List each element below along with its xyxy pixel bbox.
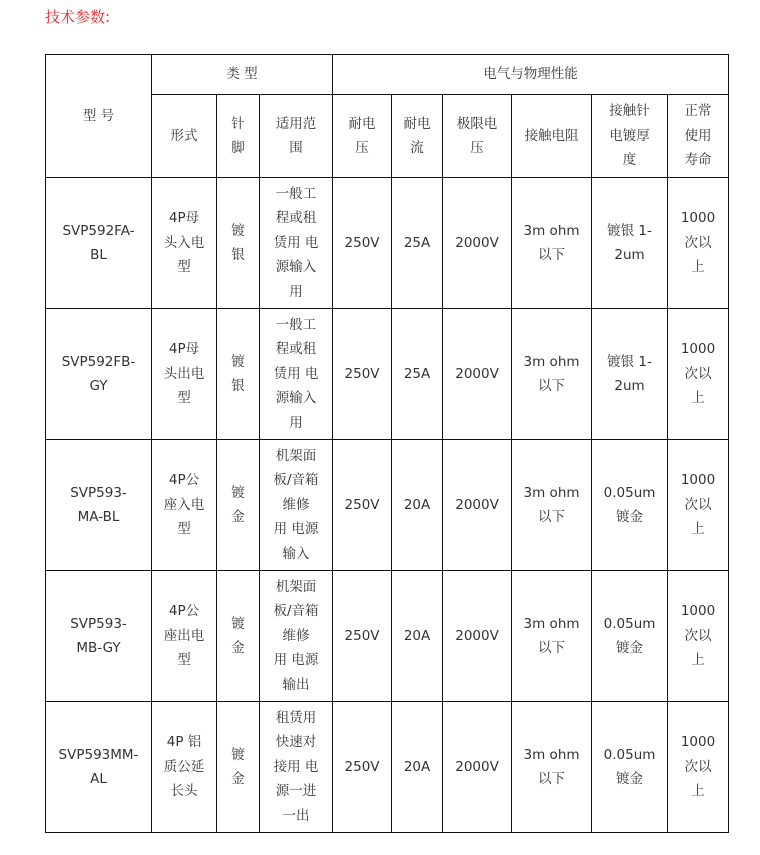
cell-line: 20A [403,627,431,644]
cell-line: 头入电 [163,234,205,251]
header-line: 适用范 [275,115,317,132]
cell-line: 镀 [231,615,245,632]
cell-line: 一出 [282,807,310,824]
cell-line: 次以 [684,234,712,251]
cell-form [152,571,217,702]
cell-line: 次以 [684,627,712,644]
cell-line: SVP593MM- [58,746,139,763]
header-pin [217,95,260,178]
header-line: 压 [470,140,484,156]
cell-model [46,309,152,440]
cell-line: 上 [691,259,705,276]
header-line: 使用 [684,127,712,144]
cell-form [152,702,217,833]
table-row [46,440,729,571]
cell-line: 镀 [231,484,245,501]
cell-line: 镀金 [616,509,644,525]
cell-limit-voltage [443,309,512,440]
header-lifespan [668,95,729,178]
cell-line: 次以 [684,496,712,513]
cell-contact-resistance [512,702,592,833]
cell-line: 程或租 [275,341,317,358]
cell-line: 机架面 [275,447,317,464]
cell-withstand-current [392,178,443,309]
header-line: 电镀厚 [609,127,650,144]
cell-withstand-voltage [333,702,392,833]
cell-line: 1000 [680,472,716,489]
cell-line: 3m ohm [523,746,580,763]
cell-withstand-voltage [333,309,392,440]
table-row [46,178,729,309]
header-line: 流 [410,140,424,156]
cell-line: 250V [344,496,380,513]
cell-line: 上 [691,783,705,800]
cell-line: SVP592FA- [62,222,135,239]
cell-limit-voltage [443,440,512,571]
cell-scope [260,571,333,702]
cell-line: 型 [177,521,191,538]
table-row [46,309,729,440]
cell-line: 质公延 [163,758,205,775]
cell-line: 以下 [538,247,566,263]
cell-line: 2um [614,247,645,263]
cell-line: 2000V [455,365,499,382]
cell-line: 1000 [680,210,716,227]
cell-lifespan [668,702,729,833]
header-line: 耐电 [348,115,376,132]
cell-line: SVP592FB- [61,353,136,370]
cell-line: 0.05um [603,746,656,763]
header-type-group [152,55,333,95]
cell-line: 镀 [231,746,245,763]
cell-line: 接用 电 [273,758,319,775]
header-line: 正常 [684,103,712,120]
cell-line: 赁用 电 [273,234,319,251]
table-body [46,55,729,833]
cell-line: 上 [691,652,705,669]
header-line: 围 [289,140,303,156]
cell-line: AL [90,771,107,787]
header-type-group-label: 类 型 [226,66,258,83]
cell-form [152,440,217,571]
header-line: 极限电 [456,115,498,132]
cell-lifespan [668,440,729,571]
cell-line: 20A [403,758,431,775]
cell-contact-resistance [512,309,592,440]
cell-line: 1000 [680,603,716,620]
header-line: 接触针 [609,103,650,120]
cell-line: 2000V [455,234,499,251]
cell-line: 输出 [282,676,310,693]
cell-line: 用 [289,414,303,431]
cell-withstand-voltage [333,440,392,571]
cell-line: 2um [614,378,645,394]
cell-line: 3m ohm [523,484,580,501]
cell-line: 0.05um [603,484,656,501]
cell-line: 上 [691,521,705,538]
cell-line: 镀 [231,353,245,370]
cell-pin [217,440,260,571]
cell-line: 次以 [684,758,712,775]
cell-plating-thickness [592,440,668,571]
cell-line: 赁用 电 [273,365,319,382]
cell-pin [217,702,260,833]
cell-line: SVP593- [70,615,127,632]
cell-line: 源输入 [275,259,317,276]
cell-plating-thickness [592,702,668,833]
header-line: 形式 [170,127,198,144]
cell-line: 源输入 [275,390,317,407]
cell-model [46,702,152,833]
cell-line: 用 电源 [273,521,319,538]
header-scope [260,95,333,178]
cell-line: 板/音箱 [273,603,319,620]
cell-line: 250V [344,365,380,382]
cell-line: 上 [691,390,705,407]
cell-line: 一般工 [275,185,317,202]
header-model [46,55,152,178]
cell-scope [260,178,333,309]
cell-line: 25A [403,234,431,251]
cell-line: 0.05um [603,615,656,632]
header-line: 脚 [231,140,245,156]
header-model-label: 型 号 [82,107,115,124]
cell-lifespan [668,178,729,309]
cell-line: 银 [231,378,245,394]
cell-withstand-current [392,309,443,440]
cell-line: MA-BL [77,509,120,525]
cell-line: 板/音箱 [273,472,319,489]
cell-line: 输入 [282,545,310,562]
section-title: 技术参数: [45,8,111,26]
cell-line: 4P公 [168,472,200,489]
cell-plating-thickness [592,178,668,309]
cell-line: 型 [177,259,191,276]
cell-line: 维修 [282,496,310,513]
cell-line: SVP593- [70,484,127,501]
cell-form [152,178,217,309]
cell-contact-resistance [512,571,592,702]
cell-line: 用 电源 [273,652,319,669]
cell-pin [217,178,260,309]
header-contact-resistance [512,95,592,178]
cell-line: 2000V [455,758,499,775]
table-row [46,702,729,833]
cell-line: 程或租 [275,210,317,227]
cell-line: 维修 [282,627,310,644]
cell-line: 以下 [538,378,566,394]
header-line: 耐电 [403,115,431,132]
cell-withstand-current [392,440,443,571]
cell-line: 以下 [538,509,566,525]
spec-table [45,54,729,833]
cell-line: 20A [403,496,431,513]
cell-line: 250V [344,234,380,251]
cell-model [46,440,152,571]
cell-limit-voltage [443,702,512,833]
cell-line: MB-GY [76,640,121,656]
cell-line: 镀银 1- [607,353,652,370]
cell-line: 用 [289,283,303,300]
cell-line: 型 [177,652,191,669]
cell-limit-voltage [443,571,512,702]
header-perf-group-label: 电气与物理性能 [483,66,578,83]
cell-line: 25A [403,365,431,382]
cell-line: GY [89,378,108,394]
table-row [46,571,729,702]
cell-line: 源一进 [275,783,317,800]
cell-line: 4P公 [168,603,200,620]
cell-line: 座入电 [163,496,205,513]
cell-contact-resistance [512,440,592,571]
cell-line: 1000 [680,734,716,751]
cell-line: BL [90,247,107,263]
cell-line: 一般工 [275,316,317,333]
cell-line: 快速对 [275,734,317,751]
cell-lifespan [668,571,729,702]
cell-limit-voltage [443,178,512,309]
cell-line: 座出电 [163,627,205,644]
cell-scope [260,309,333,440]
cell-withstand-voltage [333,178,392,309]
cell-line: 次以 [684,365,712,382]
cell-withstand-current [392,571,443,702]
cell-line: 机架面 [275,578,317,595]
cell-line: 4P母 [168,210,200,227]
cell-pin [217,571,260,702]
cell-line: 4P 铝 [166,734,202,751]
cell-line: 以下 [538,771,566,787]
cell-line: 以下 [538,640,566,656]
cell-line: 镀金 [616,771,644,787]
cell-pin [217,309,260,440]
header-row-group [46,55,729,95]
cell-plating-thickness [592,571,668,702]
cell-model [46,571,152,702]
cell-withstand-voltage [333,571,392,702]
header-limit-voltage [443,95,512,178]
cell-line: 头出电 [163,365,205,382]
cell-line: 250V [344,758,380,775]
cell-line: 1000 [680,341,716,358]
cell-contact-resistance [512,178,592,309]
cell-line: 3m ohm [523,615,580,632]
cell-line: 银 [231,247,245,263]
cell-plating-thickness [592,309,668,440]
header-line: 压 [355,140,369,156]
cell-line: 2000V [455,627,499,644]
cell-line: 租赁用 [275,709,317,726]
cell-line: 金 [231,640,245,656]
cell-form [152,309,217,440]
header-form [152,95,217,178]
cell-lifespan [668,309,729,440]
cell-line: 2000V [455,496,499,513]
cell-line: 型 [177,390,191,407]
cell-line: 镀 [231,222,245,239]
cell-line: 金 [231,509,245,525]
cell-line: 长头 [170,783,198,800]
header-line: 寿命 [684,152,712,169]
header-line: 针 [231,115,245,132]
header-perf-group [333,55,729,95]
cell-withstand-current [392,702,443,833]
cell-scope [260,702,333,833]
cell-line: 3m ohm [523,353,580,370]
header-withstand-current [392,95,443,178]
cell-line: 金 [231,771,245,787]
cell-line: 镀银 1- [607,222,652,239]
cell-line: 3m ohm [523,222,580,239]
cell-line: 250V [344,627,380,644]
header-withstand-voltage [333,95,392,178]
cell-line: 4P母 [168,341,200,358]
cell-model [46,178,152,309]
cell-scope [260,440,333,571]
header-plating-thickness [592,95,668,178]
cell-line: 镀金 [616,640,644,656]
header-line: 度 [622,152,637,169]
header-line: 接触电阻 [524,127,579,144]
